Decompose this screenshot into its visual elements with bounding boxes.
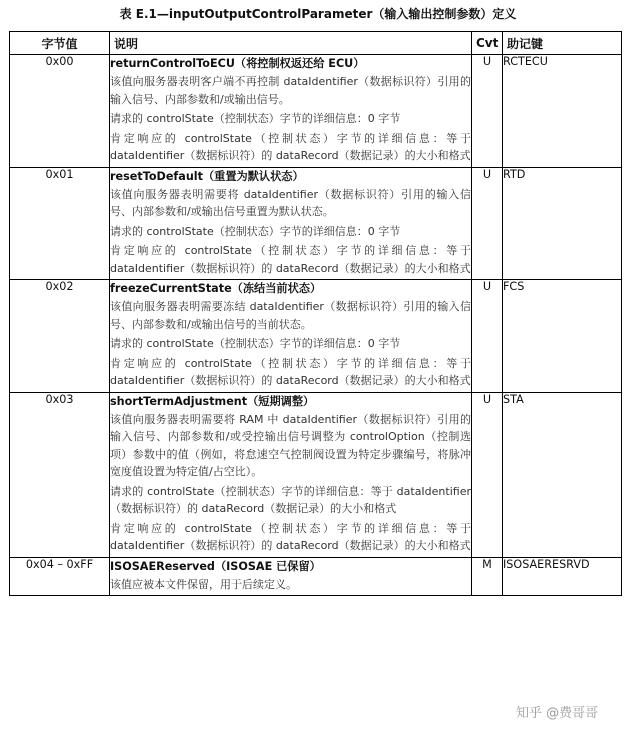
cvt-cell: U [472, 392, 503, 557]
cvt-cell: U [472, 280, 503, 393]
description-paragraph: 该值向服务器表明需要将 dataIdentifier（数据标识符）引用的输入信号、内部参数和/或输出信号重置为默认状态。 [110, 187, 471, 218]
byte-value-cell: 0x01 [10, 167, 110, 280]
header-cvt: Cvt [472, 32, 503, 55]
byte-value-cell: 0x03 [10, 392, 110, 557]
mnemonic-cell: RTD [503, 167, 622, 280]
description-cell [110, 55, 472, 168]
table-title: 表 E.1—inputOutputControlParameter（输入输出控制参数）定义 [119, 7, 517, 21]
description-paragraph: 该值向服务器表明客户端不再控制 dataIdentifier（数据标识符）引用的输入信号、内部参数和/或输出信号。 [110, 75, 471, 106]
description-paragraph: 请求的 controlState（控制状态）字节的详细信息：0 字节 [110, 112, 401, 125]
table-row [10, 167, 622, 280]
mnemonic-cell: FCS [503, 280, 622, 393]
parameter-name: resetToDefault（重置为默认状态） [110, 169, 304, 183]
header-byte-value: 字节值 [10, 32, 110, 55]
mnemonic-cell: STA [503, 392, 622, 557]
parameter-name: ISOSAEReserved（ISOSAE 已保留） [110, 559, 321, 573]
watermark-text: 知乎 @费哥哥 [516, 706, 599, 721]
description-paragraph: 请求的 controlState（控制状态）字节的详细信息：0 字节 [110, 337, 401, 350]
byte-value-cell: 0x02 [10, 280, 110, 393]
mnemonic-cell: ISOSAERESRVD [503, 557, 622, 596]
table-row [10, 55, 622, 168]
description-paragraph: 肯定响应的 controlState（控制状态）字节的详细信息：等于 dataIdentifier（数据标识符）的 dataRecord（数据记录）的大小和格式 [110, 244, 471, 275]
description-paragraph: 请求的 controlState（控制状态）字节的详细信息：等于 dataIdentifier（数据标识符）的 dataRecord（数据记录）的大小和格式 [110, 484, 471, 515]
cvt-cell: M [472, 557, 503, 596]
byte-value-cell: 0x04 – 0xFF [10, 557, 110, 596]
description-cell [110, 280, 472, 393]
description-paragraph: 肯定响应的 controlState（控制状态）字节的详细信息：等于 dataIdentifier（数据标识符）的 dataRecord（数据记录）的大小和格式 [110, 356, 471, 387]
parameter-definition-table [9, 31, 622, 596]
table-row [10, 557, 622, 596]
table-row [10, 280, 622, 393]
header-description: 说明 [110, 32, 472, 55]
byte-value-cell: 0x00 [10, 55, 110, 168]
description-cell [110, 392, 472, 557]
parameter-name: freezeCurrentState（冻结当前状态） [110, 282, 322, 295]
mnemonic-cell: RCTECU [503, 55, 622, 168]
cvt-cell: U [472, 55, 503, 168]
parameter-name: shortTermAdjustment（短期调整） [110, 394, 315, 408]
table-body [10, 55, 622, 596]
table-header-row [10, 32, 622, 55]
header-mnemonic: 助记键 [503, 32, 622, 55]
description-paragraph: 该值向服务器表明需要冻结 dataIdentifier（数据标识符）引用的输入信号、内部参数和/或输出信号的当前状态。 [110, 300, 471, 331]
description-paragraph: 请求的 controlState（控制状态）字节的详细信息：0 字节 [110, 224, 401, 238]
description-paragraph: 该值向服务器表明需要将 RAM 中 dataIdentifier（数据标识符）引用的输入信号、内部参数和/或受控输出信号调整为 controlOption（控制选项）参数中的值（例如，将怠速空气控制阀设置为特定步骤编号，将脉冲宽度值设置为特定值/占空比）。 [110, 412, 471, 478]
description-cell [110, 557, 472, 596]
description-cell [110, 167, 472, 280]
description-paragraph: 肯定响应的 controlState（控制状态）字节的详细信息：等于 dataIdentifier（数据标识符）的 dataRecord（数据记录）的大小和格式 [110, 131, 471, 162]
description-paragraph: 该值应被本文件保留，用于后续定义。 [110, 577, 297, 591]
table-row [10, 392, 622, 557]
parameter-name: returnControlToECU（将控制权返还给 ECU） [110, 57, 365, 70]
cvt-cell: U [472, 167, 503, 280]
description-paragraph: 肯定响应的 controlState（控制状态）字节的详细信息：等于 dataIdentifier（数据标识符）的 dataRecord（数据记录）的大小和格式 [110, 521, 471, 552]
